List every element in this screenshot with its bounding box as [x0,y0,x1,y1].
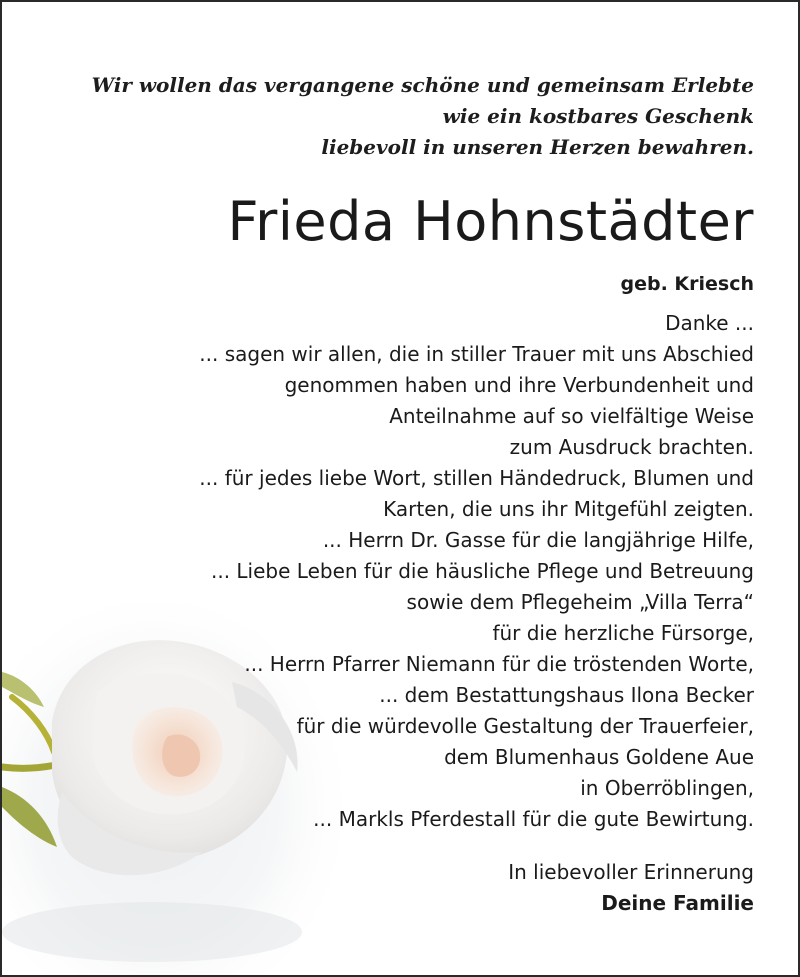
text-line: Danke ... [665,311,754,335]
text-line: ... Markls Pferdestall für die gute Bewirtung. [313,807,754,831]
text-line: Karten, die uns ihr Mitgefühl zeigten. [383,497,754,521]
text-line: genommen haben und ihre Verbundenheit und [284,373,754,397]
text-line: Anteilnahme auf so vielfältige Weise [389,404,754,428]
closing-line: In liebevoller Erinnerung [508,860,754,884]
text-line: ... Herrn Dr. Gasse für die langjährige Hilfe, [322,528,754,552]
quote-line: Wir wollen das vergangene schöne und gemeinsam Erlebte [91,73,754,97]
text-line: für die herzliche Fürsorge, [492,621,754,645]
text-line: zum Ausdruck brachten. [509,435,754,459]
text-line: in Oberröblingen, [580,776,754,800]
text-line: ... für jedes liebe Wort, stillen Händedruck, Blumen und [199,466,754,490]
text-line: ... dem Bestattungshaus Ilona Becker [379,683,754,707]
quote-line: liebevoll in unseren Herzen bewahren. [321,135,754,159]
text-line: sowie dem Pflegeheim „Villa Terra“ [406,590,754,614]
text-line: ... Liebe Leben für die häusliche Pflege und Betreuung [210,559,754,583]
closing-block [508,857,754,919]
deceased-name: Frieda Hohnstädter [227,190,754,253]
memorial-quote [34,70,754,163]
signature: Deine Familie [601,891,754,915]
text-line: dem Blumenhaus Goldene Aue [444,745,754,769]
maiden-name: geb. Kriesch [620,273,754,295]
text-line: ... Herrn Pfarrer Niemann für die tröstenden Worte, [244,652,754,676]
text-line: ... sagen wir allen, die in stiller Trauer mit uns Abschied [199,342,754,366]
quote-line: wie ein kostbares Geschenk [442,104,754,128]
text-line: für die würdevolle Gestaltung der Trauerfeier, [296,714,754,738]
thank-you-text [14,308,754,835]
